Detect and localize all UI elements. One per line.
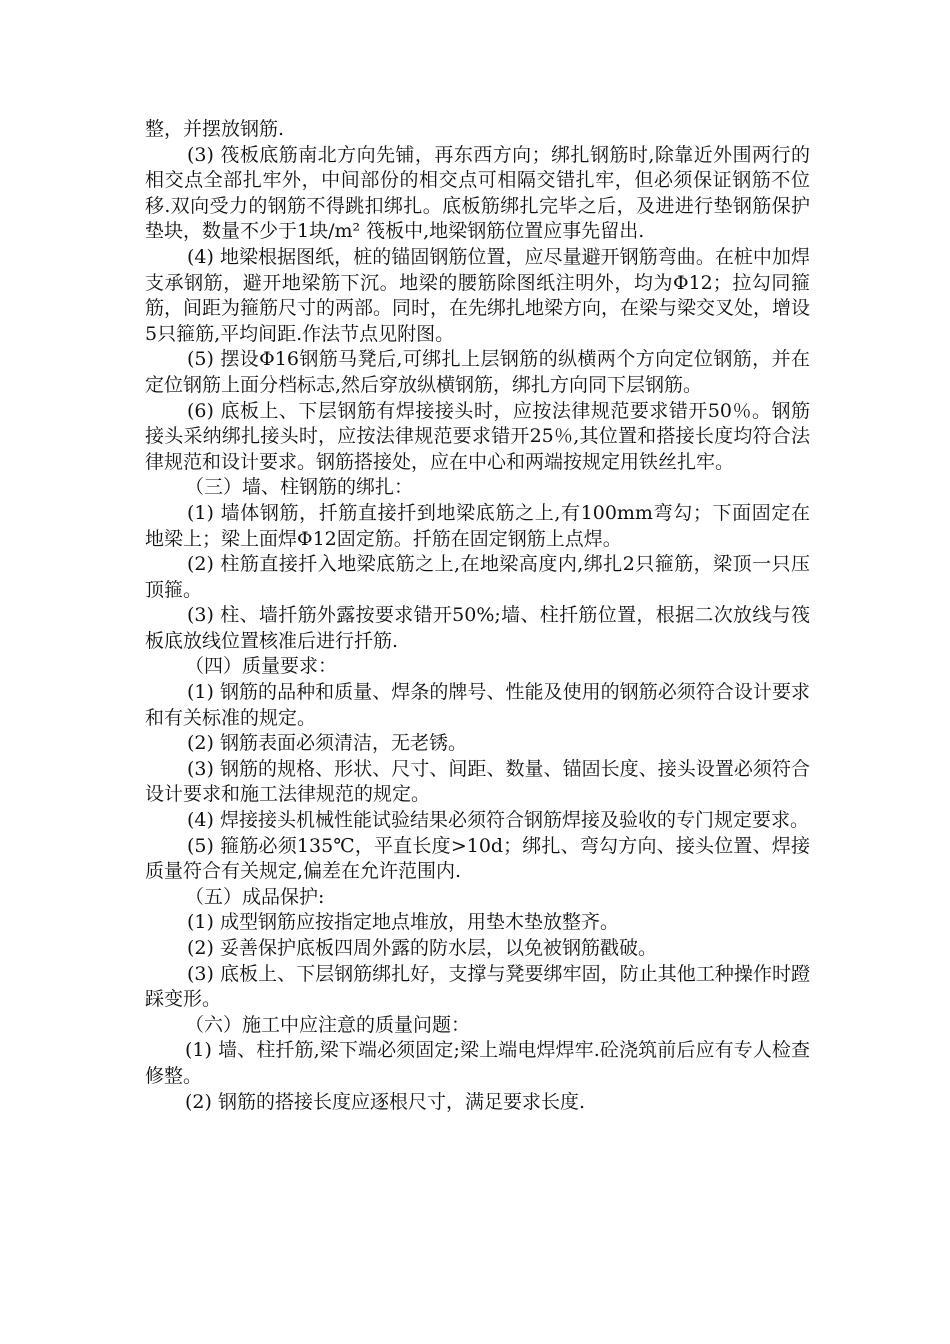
paragraph-dowel-stagger: (3) 柱、墙扦筋外露按要求错开50%;墙、柱扦筋位置，根据二次放线与筏板底放线位置核准后进行扦筋.: [145, 604, 810, 652]
paragraph-wall-rebar: (1) 墙体钢筋，扦筋直接扦到地梁底筋之上,有100mm弯勾；下面固定在地梁上；梁上面焊Φ12固定筋。扦筋在固定钢筋上点焊。: [145, 501, 810, 550]
paragraph-issues-1: (1) 墙、柱扦筋,梁下端必须固定;梁上端电焊焊牢.砼浇筑前后应有专人检查修整。: [145, 1039, 810, 1087]
paragraph-stool-rebar: (5) 摆设Φ16钢筋马凳后,可绑扎上层钢筋的纵横两个方向定位钢筋，并在定位钢筋上面分档标志,然后穿放纵横钢筋，绑扎方向同下层钢筋。: [145, 348, 810, 396]
paragraph-protection-2: (2) 妥善保护底板四周外露的防水层，以免被钢筋戳破。: [187, 937, 657, 959]
paragraph-welded-joints: (6) 底板上、下层钢筋有焊接接头时，应按法律规范要求错开50％。钢筋接头采纳绑扎接头时，应按法律规范要求错开25％,其位置和搭接长度均符合法律规范和设计要求。钢筋搭接处，应在中心和两端按规定用铁丝扎牢。: [145, 399, 810, 473]
paragraph-quality-4: (4) 焊接接头机械性能试验结果必须符合钢筋焊接及验收的专门规定要求。: [187, 809, 809, 832]
paragraph-protection-1: (1) 成型钢筋应按指定地点堆放，用垫木垫放整齐。: [187, 911, 619, 934]
paragraph-quality-1: (1) 钢筋的品种和质量、焊条的牌号、性能及使用的钢筋必须符合设计要求和有关标准的规定。: [145, 681, 810, 729]
section-heading-6: （六）施工中应注意的质量问题：: [185, 1013, 471, 1036]
paragraph-column-rebar: (2) 柱筋直接扦入地梁底筋之上,在地梁高度内,绑扎2只箍筋，梁顶一只压顶箍。: [145, 553, 810, 601]
paragraph-quality-5: (5) 箍筋必须135℃，平直长度>10d；绑扎、弯勾方向、接头位置、焊接质量符合有关规定,偏差在允许范围内.: [145, 834, 810, 883]
document-body: [145, 117, 810, 1115]
paragraph-raft-rebar-order: (3) 筏板底筋南北方向先铺，再东西方向；绑扎钢筋时,除靠近外围两行的相交点全部扎牢外，中间部份的相交点可相隔交错扎牢，但必须保证钢筋不位移.双向受力的钢筋不得跳扣绑扎。底板筋绑扎完毕之后，及进进行垫钢筋保护垫块，数量不少于1块/m² 筏板中,地梁钢筋位置应事先留出.: [145, 143, 810, 243]
paragraph-ground-beam: (4) 地梁根据图纸，桩的锚固钢筋位置，应尽量避开钢筋弯曲。在桩中加焊支承钢筋，避开地梁筋下沉。地梁的腰筋除图纸注明外，均为Φ12；拉勾同箍筋，间距为箍筋尺寸的两部。同时，在先绑扎地梁方向，在梁与梁交叉处，增设5只箍筋,平均间距.作法节点见附图。: [145, 245, 811, 345]
section-heading-5: （五）成品保护:: [185, 885, 325, 908]
paragraph-issues-2: (2) 钢筋的搭接长度应逐根尺寸，满足要求长度.: [185, 1090, 585, 1113]
paragraph-quality-2: (2) 钢筋表面必须清洁，无老锈。: [187, 732, 467, 755]
section-heading-4: （四）质量要求：: [185, 655, 338, 678]
paragraph-protection-3: (3) 底板上、下层钢筋绑扎好，支撑与凳要绑牢固，防止其他工种操作时蹬踩变形。: [145, 962, 810, 1011]
lead-line: 整，并摆放钢筋.: [145, 118, 285, 140]
section-heading-3: （三）墙、柱钢筋的绑扎：: [185, 476, 414, 499]
paragraph-quality-3: (3) 钢筋的规格、形状、尺寸、间距、数量、锚固长度、接头设置必须符合设计要求和施工法律规范的规定。: [145, 757, 810, 806]
